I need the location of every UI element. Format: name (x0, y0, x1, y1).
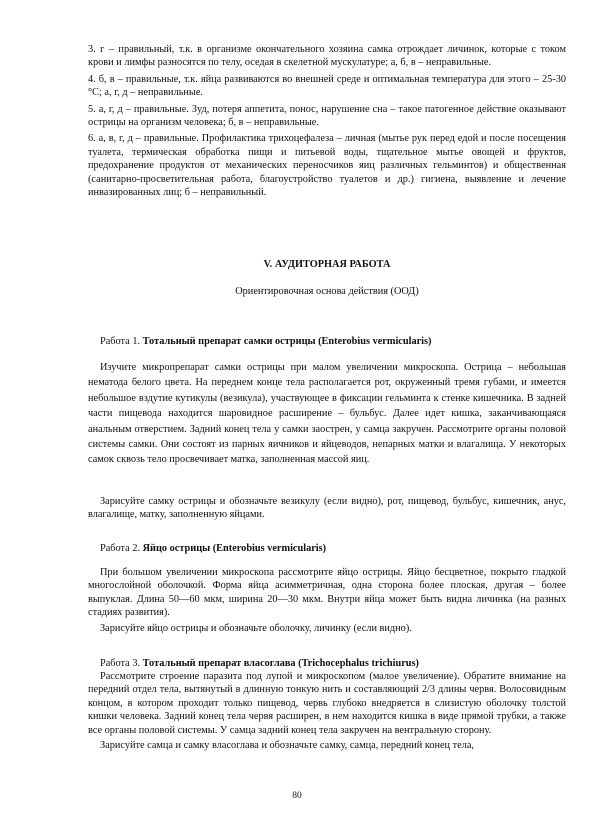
work-3-label: Работа 3. (100, 658, 143, 669)
work-2-paragraph-2: Зарисуйте яйцо острицы и обозначьте оболочку, личинку (если видно). (100, 622, 412, 634)
work-2-body (88, 566, 566, 635)
work-1-paragraph-1: Изучите микропрепарат самки острицы при малом увеличении микроскопа. Острица – небольшая нематода белого цвета. На переднем конце тела располагается рот, окруженный тремя губами, и имеется небольшое вздутие кутикулы (везикула), участвующее в фиксации гельминта к стенке кишечника. В задней части пищевода находится шаровидное расширение – бульбус. Далее идет кишка, заканчивающаяся анальным отверстием. Задний конец тела у самки заострен, у самца закручен. Рассмотрите органы половой системы самки. Они состоят из парных яичников и яйцеводов, непарных матки и влагалища. У некоторых самок сквозь тело просвечивает матка, заполненная массой яиц. (88, 362, 566, 466)
work-2 (88, 542, 566, 555)
section-subheader (88, 285, 566, 298)
answer-item-5: 5. а, г, д – правильные. Зуд, потеря аппетита, понос, нарушение сна – такое патогенное действие оказывают острицы на организм человека; б, в – неправильные. (88, 103, 566, 129)
work-1-label: Работа 1. (100, 336, 143, 347)
section-subtitle: Ориентировочная основа действия (ООД) (235, 286, 419, 297)
work-3-heading: Тотальный препарат власоглава (Trichocephalus trichiurus) (142, 658, 419, 669)
work-3-body (88, 670, 566, 752)
work-2-title (100, 542, 566, 555)
work-1-title (100, 335, 566, 348)
work-1-heading: Тотальный препарат самки острицы (Enterobius vermicularis) (142, 336, 432, 347)
work-1-paragraph-2: Зарисуйте самку острицы и обозначьте везикулу (если видно), рот, пищевод, бульбус, кишечник, анус, влагалище, матку, заполненную яйцами. (88, 496, 566, 521)
work-3 (88, 657, 566, 670)
section-header (88, 258, 566, 271)
section-title: V. АУДИТОРНАЯ РАБОТА (263, 259, 391, 270)
work-1-task (88, 495, 566, 522)
work-3-title (100, 657, 566, 670)
answer-item-6: 6. а, в, г, д – правильные. Профилактика трихоцефалеза – личная (мытье рук перед едой и после посещения туалета, термическая обработка пищи и питьевой воды, тщательное мытье овощей и фруктов, предохранение продуктов от механических переносчиков яиц различных гельминтов) и общественная (санитарно-просветительная работа, благоустройство туалетов и др.) гигиена, выявление и лечение инвазированных лиц; б – неправильный. (88, 133, 566, 199)
answers-block (88, 43, 566, 202)
page-number: 80 (292, 791, 302, 801)
work-1 (88, 335, 566, 348)
answer-item-4: 4. б, в – правильные, т.к. яйца развиваются во внешней среде и оптимальная температура для этого – 25-30 °С; а, г, д – неправильные. (88, 73, 566, 99)
work-2-heading: Яйцо острицы (Enterobius vermicularis) (142, 543, 327, 554)
work-2-paragraph-1: При большом увеличении микроскопа рассмотрите яйцо острицы. Яйцо бесцветное, покрыто гладкой многослойной оболочкой. Форма яйца асимметричная, одна сторона более плоская, другая – более выпуклая. Длина 50—60 мкм, ширина 20—30 мкм. Внутри яйца может быть видна личинка (на разных стадиях развития). (88, 567, 566, 619)
answer-item-3: 3. г – правильный, т.к. в организме окончательного хозяина самка отрождает личинок, которые с током крови и лимфы разносятся по телу, оседая в скелетной мускулатуре; а, б, в – неправильные. (88, 44, 566, 69)
work-2-label: Работа 2. (100, 543, 143, 554)
work-1-body (88, 360, 566, 468)
work-3-paragraph-1: Рассмотрите строение паразита под лупой и микроскопом (малое увеличение). Обратите внимание на передний отдел тела, вытянутый в длинную тонкую нить и составляющий 2/3 длины червя. Волосовидным концом, в котором проходит только пищевод, червь глубоко внедряется в слизистую оболочку толстой кишки человека. Задний конец тела червя расширен, в нем находится кишка в виде прямой трубки, а также все органы половой системы. У самца задний конец тела закручен на вентральную сторону. (88, 671, 566, 736)
work-3-paragraph-2: Зарисуйте самца и самку власоглава и обозначьте самку, самца, передний конец тела, (100, 740, 474, 752)
